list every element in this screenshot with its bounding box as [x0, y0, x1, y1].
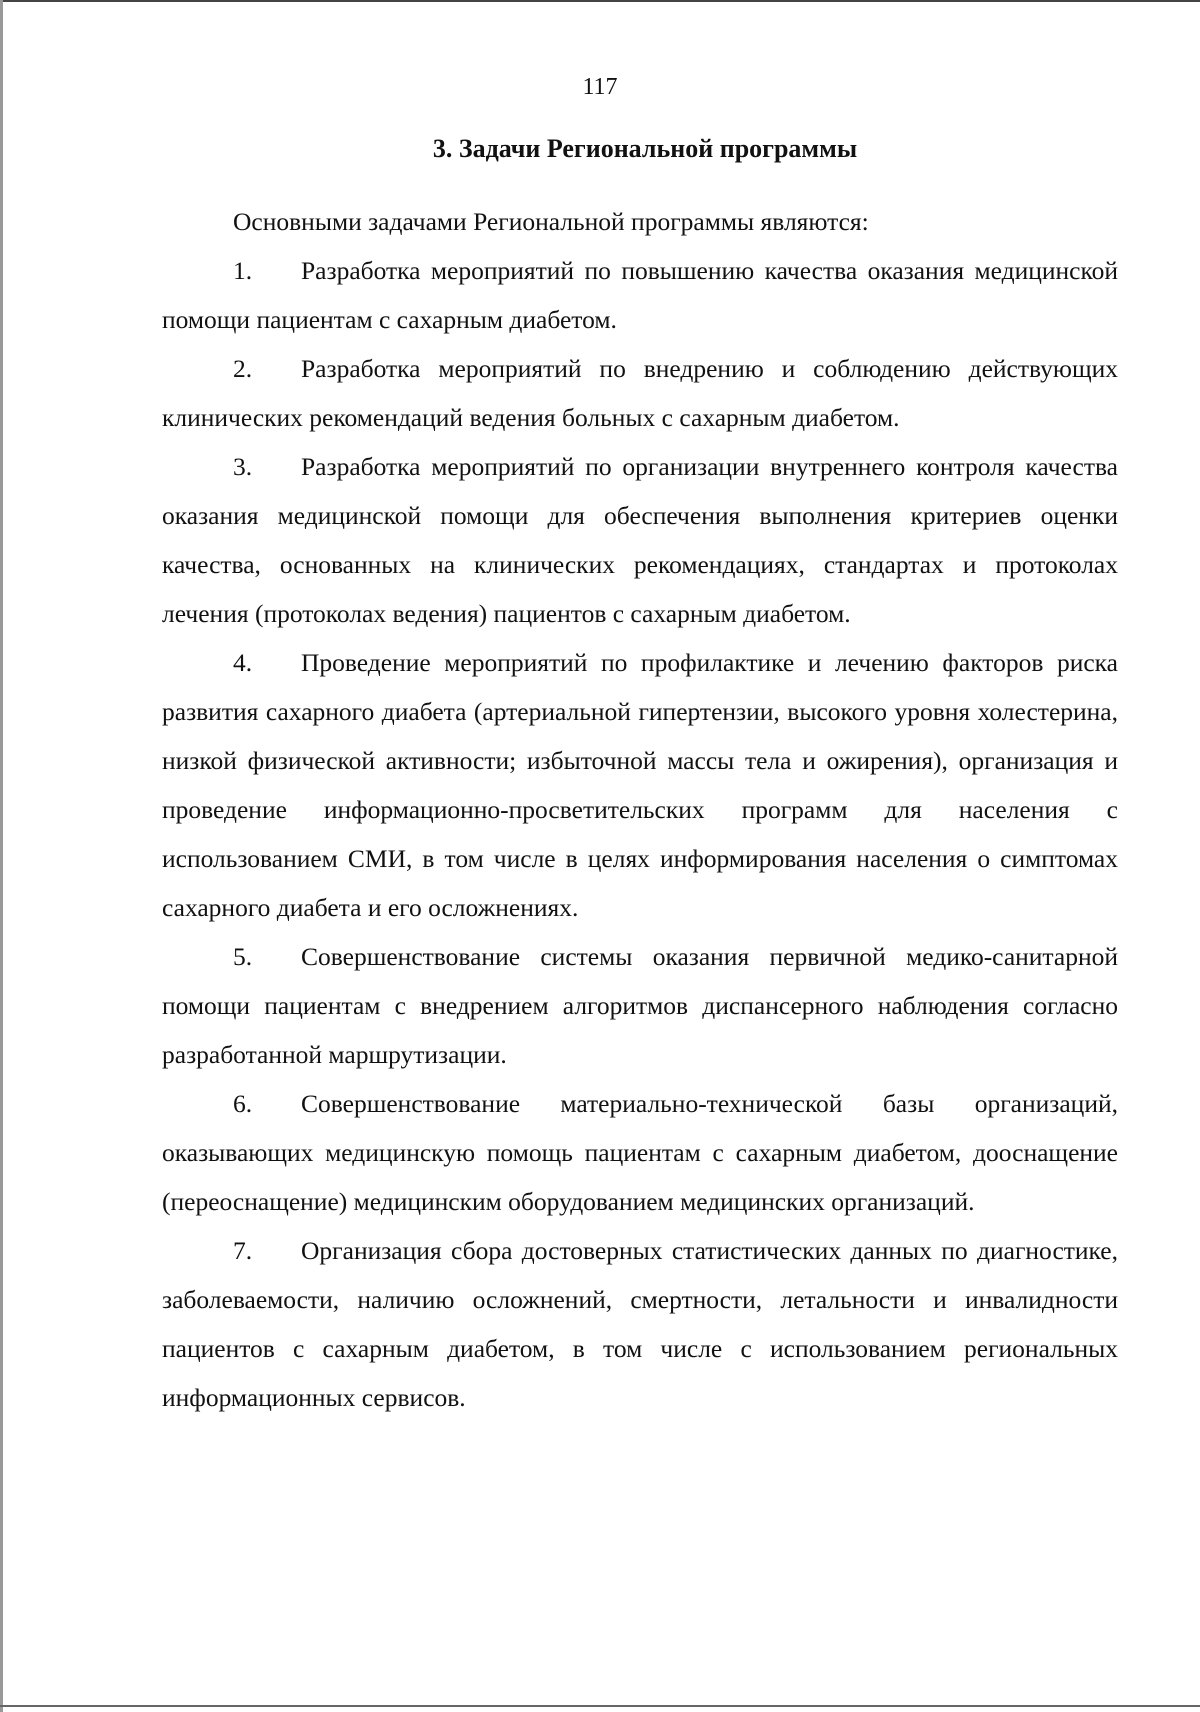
- task-number: 1.: [233, 256, 253, 285]
- task-text: Разработка мероприятий по внедрению и соблюдению действующих клинических рекомендаций ведения больных с сахарным диабетом.: [162, 354, 1118, 432]
- task-text: Проведение мероприятий по профилактике и лечению факторов риска развития сахарного диабета (артериальной гипертензии, высокого уровня холестерина, низкой физической активности; избыточной массы тела и ожирения), организация и проведение информационно-просветительских программ для населения с использованием СМИ, в том числе в целях информирования населения о симптомах сахарного диабета и его осложнениях.: [162, 648, 1118, 922]
- task-item-4: [162, 638, 1118, 932]
- task-number: 5.: [233, 942, 253, 971]
- task-item-7: [162, 1226, 1118, 1422]
- task-text: Разработка мероприятий по повышению качества оказания медицинской помощи пациентам с сахарным диабетом.: [162, 256, 1118, 334]
- task-number: 2.: [233, 354, 253, 383]
- left-border-line: [0, 0, 3, 1712]
- page-number: 117: [582, 74, 618, 100]
- task-text: Совершенствование системы оказания первичной медико-санитарной помощи пациентам с внедрением алгоритмов диспансерного наблюдения согласно разработанной маршрутизации.: [162, 942, 1118, 1069]
- task-number: 3.: [233, 452, 253, 481]
- task-item-5: [162, 932, 1118, 1079]
- intro-paragraph: Основными задачами Региональной программы являются:: [233, 207, 869, 236]
- task-number: 7.: [233, 1236, 253, 1265]
- task-item-1: [162, 246, 1118, 344]
- task-text: Разработка мероприятий по организации внутреннего контроля качества оказания медицинской помощи для обеспечения выполнения критериев оценки качества, основанных на клинических рекомендациях, стандартах и протоколах лечения (протоколах ведения) пациентов с сахарным диабетом.: [162, 452, 1118, 628]
- task-item-2: [162, 344, 1118, 442]
- task-text: Совершенствование материально-технической базы организаций, оказывающих медицинскую помощь пациентам с сахарным диабетом, дооснащение (переоснащение) медицинским оборудованием медицинских организаций.: [162, 1089, 1118, 1216]
- top-border-line: [0, 0, 1200, 2]
- bottom-border-line: [0, 1705, 1200, 1707]
- task-number: 4.: [233, 648, 253, 677]
- task-item-3: [162, 442, 1118, 638]
- task-text: Организация сбора достоверных статистических данных по диагностике, заболеваемости, наличию осложнений, смертности, летальности и инвалидности пациентов с сахарным диабетом, в том числе с использованием региональных информационных сервисов.: [162, 1236, 1118, 1412]
- document-body: [162, 197, 1118, 1422]
- task-item-6: [162, 1079, 1118, 1226]
- task-number: 6.: [233, 1089, 253, 1118]
- section-heading: 3. Задачи Региональной программы: [432, 134, 858, 163]
